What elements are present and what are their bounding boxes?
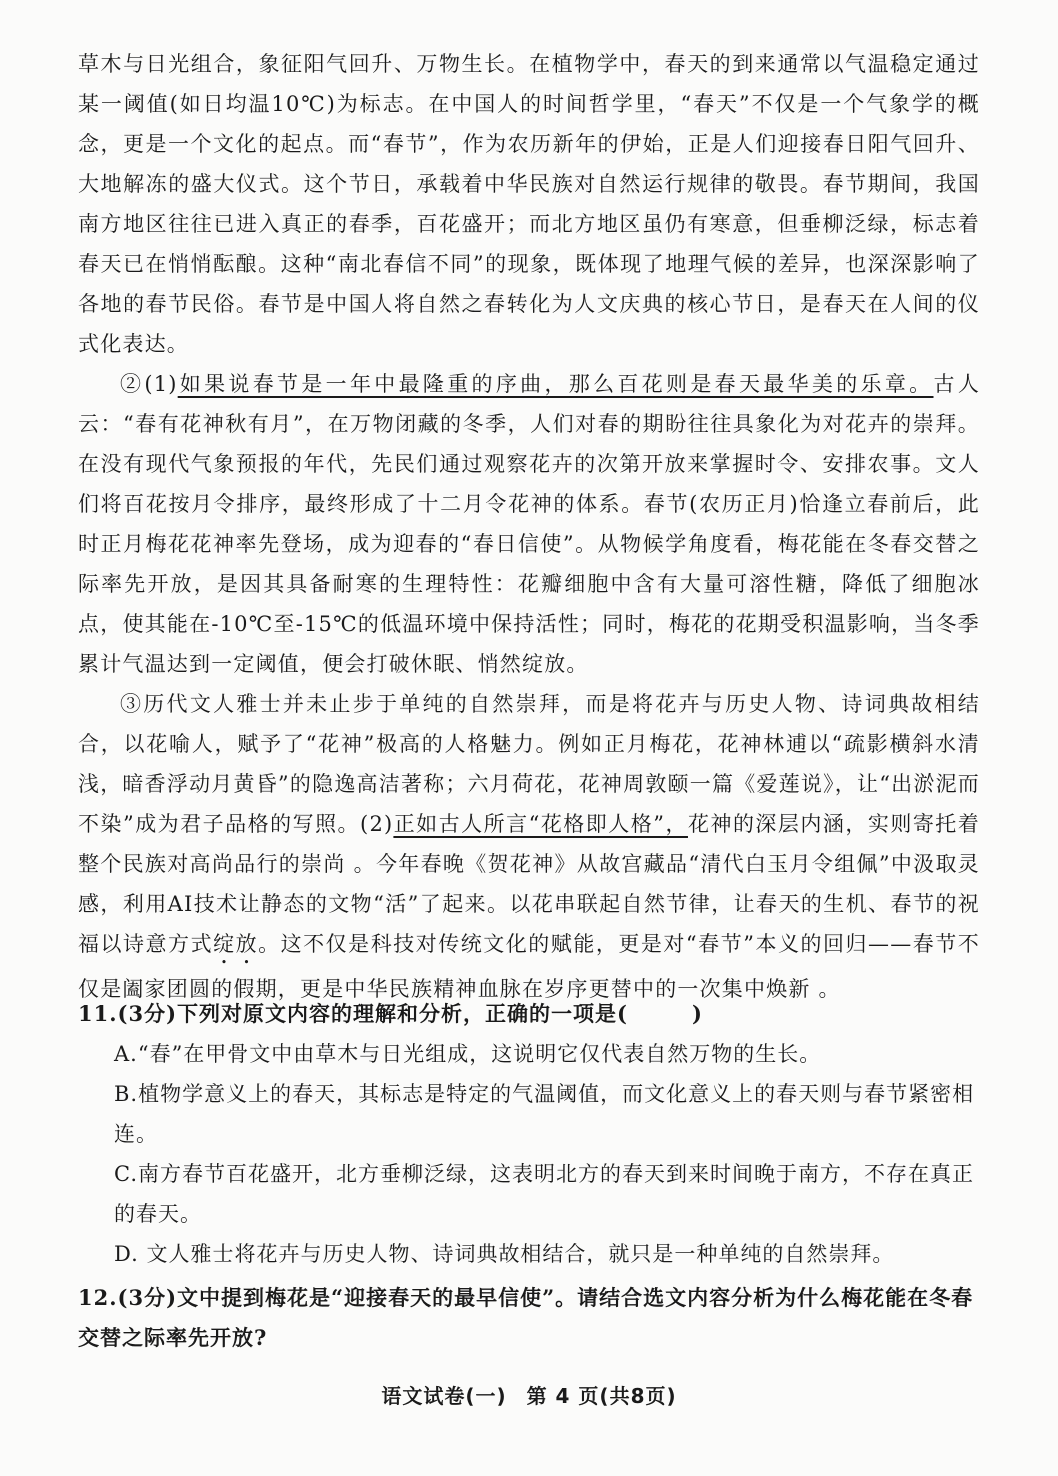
option-b: B.植物学意义上的春天，其标志是特定的气温阈值，而文化意义上的春天则与春节紧密相连。: [114, 1082, 975, 1146]
option-a: A.“春”在甲骨文中由草木与日光组成，这说明它仅代表自然万物的生长。: [114, 1042, 822, 1066]
underlined-sentence-2: 正如古人所言“花格即人格”，: [393, 812, 688, 836]
underlined-sentence-1: 如果说春节是一年中最隆重的序曲，那么百花则是春天最华美的乐章。: [177, 372, 934, 396]
emphasized-word: 绽放: [213, 932, 259, 956]
reading-passage: [78, 44, 980, 1009]
question-11-stem: [78, 994, 980, 1034]
footer-subject: 语文试卷(一): [381, 1384, 507, 1408]
option-c: C.南方春节百花盛开，北方垂柳泛绿，这表明北方的春天到来时间晚于南方，不存在真正的春天。: [114, 1162, 974, 1226]
paragraph-marker-2: ②(1): [120, 372, 178, 396]
passage-paragraph-1: 草木与日光组合，象征阳气回升、万物生长。在植物学中，春天的到来通常以气温稳定通过某一阈值(如日均温10℃)为标志。在中国人的时间哲学里，“春天”不仅是一个气象学的概念，更是一个文化的起点。而“春节”，作为农历新年的伊始，正是人们迎接春日阳气回升、大地解冻的盛大仪式。这个节日，承载着中华民族对自然运行规律的敬畏。春节期间，我国南方地区往往已进入真正的春季，百花盛开；而北方地区虽仍有寒意，但垂柳泛绿，标志着春天已在悄悄酝酿。这种“南北春信不同”的现象，既体现了地理气候的差异，也深深影响了各地的春节民俗。春节是中国人将自然之春转化为人文庆典的核心节日，是春天在人间的仪式化表达。: [78, 52, 980, 356]
question-11: [78, 994, 980, 1274]
question-12: 12.(3分)文中提到梅花是“迎接春天的最早信使”。请结合选文内容分析为什么梅花能在冬春交替之际率先开放?: [78, 1285, 974, 1350]
paragraph-3-part-c: 。这不仅是科技对传统文化的赋能，更是对“春节”本义的回归——春节不仅是阖家团圆的假期，更是中华民族精神血脉在岁序更替中的一次集中焕新 。: [78, 932, 980, 1001]
paragraph-3-part-a: ③历代文人雅士并未止步于单纯的自然崇拜，而是将花卉与历史人物、诗词典故相结合，以花喻人，赋予了“花神”极高的人格魅力。例如正月梅花，花神林逋以“疏影横斜水清浅，暗香浮动月黄昏”的隐逸高洁著称；六月荷花，花神周敦颐一篇《爱莲说》，让“出淤泥而不染”成为君子品格的写照。(2): [78, 692, 980, 836]
option-d: D. 文人雅士将花卉与历史人物、诗词典故相结合，就只是一种单纯的自然崇拜。: [114, 1242, 895, 1266]
page-footer: [0, 1380, 1058, 1409]
footer-page-number: 第 4 页(共8页): [526, 1384, 677, 1408]
paragraph-2-body: 古人云：“春有花神秋有月”，在万物闭藏的冬季，人们对春的期盼往往具象化为对花卉的崇拜。在没有现代气象预报的年代，先民们通过观察花卉的次第开放来掌握时令、安排农事。文人们将百花按月令排序，最终形成了十二月令花神的体系。春节(农历正月)恰逢立春前后，此时正月梅花花神率先登场，成为迎春的“春日信使”。从物候学角度看，梅花能在冬春交替之际率先开放，是因其具备耐寒的生理特性：花瓣细胞中含有大量可溶性糖，降低了细胞冰点，使其能在-10℃至-15℃的低温环境中保持活性；同时，梅花的花期受积温影响，当冬季累计气温达到一定阈值，便会打破休眠、悄然绽放。: [78, 372, 981, 676]
paragraph-3-part-b: 花神的深层内涵，实则寄托着整个民族对高尚品行的崇尚 。今年春晚《贺花神》从故宫藏品“清代白玉月令组佩”中汲取灵感，利用AI技术让静态的文物“活”了起来。以花串联起自然节律，让春天的生机、春节的祝福以诗意方式: [78, 812, 980, 956]
question-11-text: 11.(3分)下列对原文内容的理解和分析，正确的一项是(: [78, 1001, 628, 1026]
passage-paragraph-3: [78, 684, 980, 1009]
question-11-close-paren: ): [691, 1001, 703, 1026]
passage-paragraph-2: [78, 364, 980, 684]
